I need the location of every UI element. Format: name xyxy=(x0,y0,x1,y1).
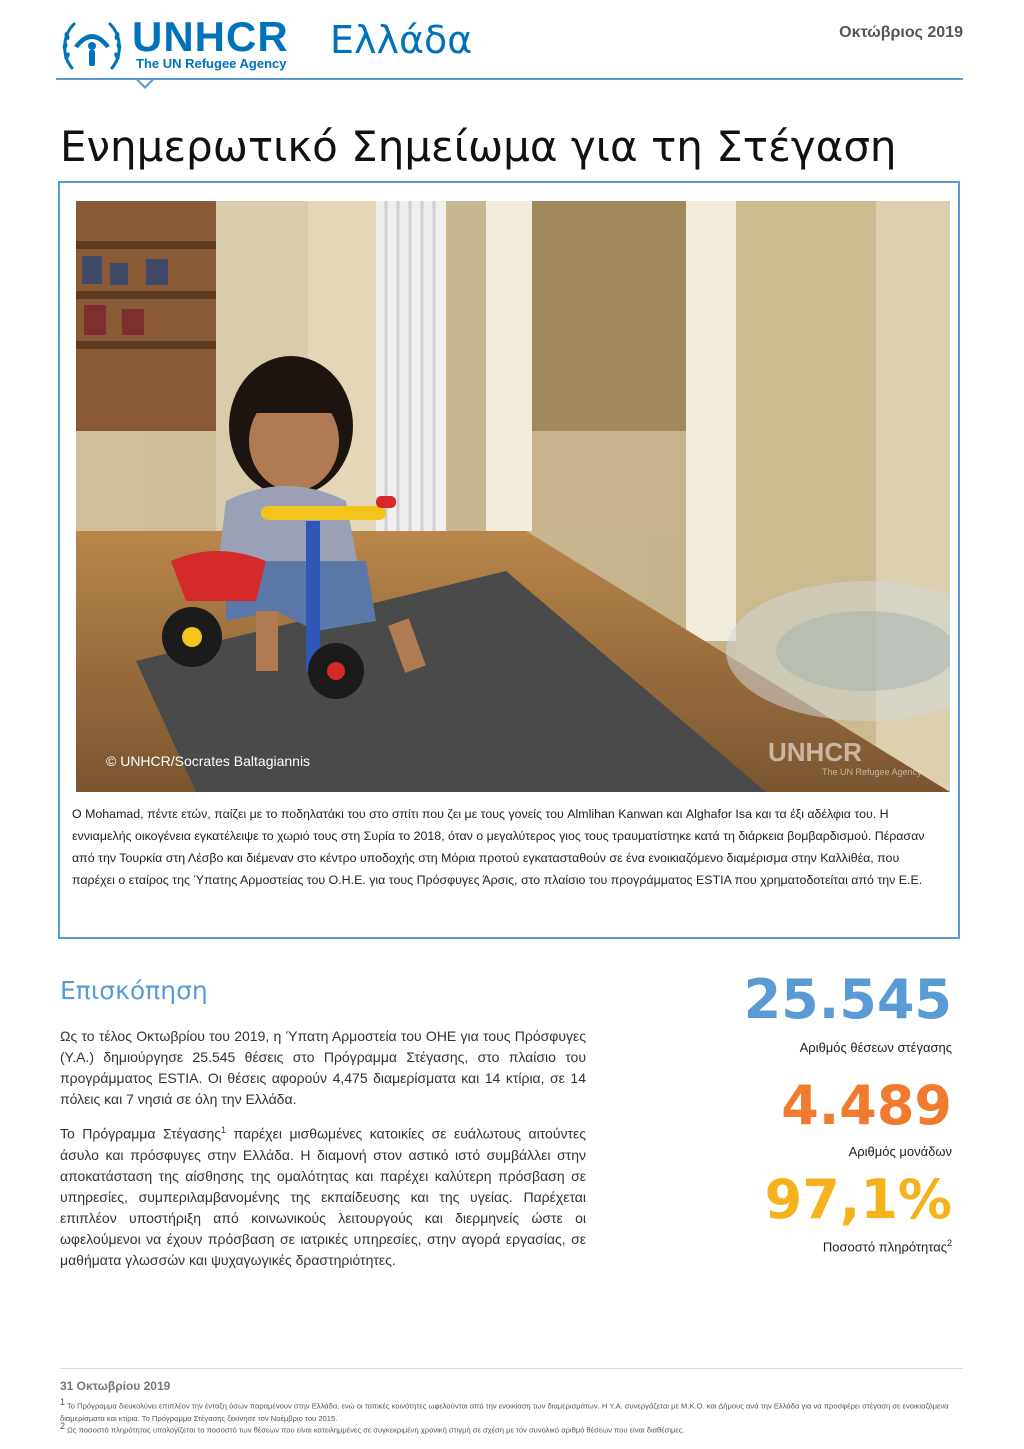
unhcr-logo xyxy=(56,10,316,80)
footnote-ref-2[interactable]: 2 xyxy=(946,1238,952,1248)
photo-credit: © UNHCR/Socrates Baltagiannis xyxy=(106,753,311,769)
country-label: Ελλάδα xyxy=(330,18,473,62)
photo-illustration xyxy=(76,201,950,792)
report-date: Οκτώβριος 2019 xyxy=(839,24,963,41)
photo-watermark: UNHCR xyxy=(768,737,862,767)
photo-feature-box xyxy=(58,181,960,939)
footnote-1-text: Το Πρόγραμμα διευκολύνει επιπλέον την ένταξη όσων παραμένουν στην Ελλάδα, ενώ οι τοπικές κοινότητες ωφελούνται από την ενοικίαση των διαμερισμάτων. Η Υ.Α. συνεργάζεται με Μ.Κ.Ο. και Δήμους ανά την Ελλάδα για να προσφέρει στέγαση σε ενοικιαζόμενα διαμερίσματα και κτίρια. Το Πρόγραμμα Στέγασης ξεκίνησε τον Νοέμβριο του 2015. xyxy=(60,1401,949,1423)
feature-photo xyxy=(76,201,950,792)
paragraph-2-lead: Το Πρόγραμμα Στέγασης xyxy=(60,1125,221,1142)
header-divider-notch-inner xyxy=(139,80,151,86)
stat-units-value: 4.489 xyxy=(781,1074,952,1137)
overview-paragraph-2 xyxy=(60,1120,586,1271)
footer-date: 31 Οκτωβρίου 2019 xyxy=(60,1379,171,1393)
page-title: Ενημερωτικό Σημείωμα για τη Στέγαση xyxy=(60,122,897,172)
photo-caption: Ο Mohamad, πέντε ετών, παίζει με το ποδηλατάκι του στο σπίτι που ζει με τους γονείς του Almlihan Kanwan και Alghafor Isa και τα έξι αδέλφια του. Η εννιαμελής οικογένεια εγκατέλειψε το χωριό τους στη Συρία το 2018, όταν ο μεγαλύτερος γιος τους τραυματίστηκε κατά τη διάρκεια βομβαρδισμού. Πέρασαν από την Τουρκία στη Λέσβο και διέμεναν στο κέντρο υποδοχής στη Μόρια προτού εγκατασταθούν σε ένα ενοικιαζόμενο διαμέρισμα στην Καλλιθέα, που παρέχει ο εταίρος της Ύπατης Αρμοστείας του Ο.Η.Ε. για τους Πρόσφυγες Άρσις, στο πλαίσιο του προγράμματος ESTIA που χρηματοδοτείται από την Ε.Ε. xyxy=(72,807,925,887)
logo-wordmark: UNHCR xyxy=(132,13,289,60)
overview-paragraph-1: Ως το τέλος Οκτωβρίου του 2019, η Ύπατη Αρμοστεία του ΟΗΕ για τους Πρόσφυγες (Υ.Α.) δημιούργησε 25.545 θέσεις στο Πρόγραμμα Στέγασης, στο πλαίσιο του προγράμματος ESTIA. Οι θέσεις αφορούν 4,475 διαμερίσματα και 14 κτίρια, σε 14 πόλεις και 7 νησιά σε όλη την Ελλάδα. xyxy=(60,1028,586,1107)
stat-occupancy-value: 97,1% xyxy=(764,1168,952,1231)
paragraph-2-body: παρέχει μισθωμένες κατοικίες σε ευάλωτους αιτούντες άσυλο και πρόσφυγες στην Ελλάδα. Η διαμονή στον αστικό ιστό συμβάλλει στην αποκατάσταση της αίσθησης της ομαλότητας και παρέχει καλύτερη πρόσβαση σε υπηρεσίες, συμπεριλαμβανομένης της εκπαίδευσης και της υγείας. Παρέχεται επιπλέον υποστήριξη από κοινωνικούς λειτουργούς και διερμηνείς ώστε οι ωφελούμενοι να έχουν πρόσβαση σε ιατρικές υπηρεσίες, στην αγορά εργασίας, σε μαθήματα γλωσσών και ψυχαγωγικές δραστηριότητες. xyxy=(60,1125,586,1268)
stat-units-label: Αριθμός μονάδων xyxy=(848,1144,952,1159)
logo-tagline: The UN Refugee Agency xyxy=(136,56,287,71)
overview-heading: Επισκόπηση xyxy=(60,976,208,1005)
stat-occupancy-label-text: Ποσοστό πληρότητας xyxy=(822,1239,947,1255)
footnote-2-text: Ως ποσοστό πληρότητας υπολογίζεται το ποσοστό των θέσεων που είναι κατειλημμένες σε συγκεκριμένη χρονική στιγμή σε σχέση με τον συνολικό αριθμό θέσεων που είναι διαθέσιμες. xyxy=(65,1425,685,1435)
stat-housing-places-label: Αριθμός θέσεων στέγασης xyxy=(799,1040,952,1055)
footnote-ref-1[interactable]: 1 xyxy=(220,1125,226,1135)
footnote-1-marker: 1 xyxy=(60,1397,66,1407)
footnote-2 xyxy=(60,1420,963,1437)
stat-occupancy-label xyxy=(823,1238,952,1254)
photo-watermark-tagline: The UN Refugee Agency xyxy=(822,767,922,777)
header-divider xyxy=(56,78,963,80)
stat-housing-places-value: 25.545 xyxy=(743,968,952,1031)
footer-divider xyxy=(60,1368,963,1369)
unhcr-emblem-icon xyxy=(58,16,126,74)
footnote-2-marker: 2 xyxy=(60,1421,66,1431)
